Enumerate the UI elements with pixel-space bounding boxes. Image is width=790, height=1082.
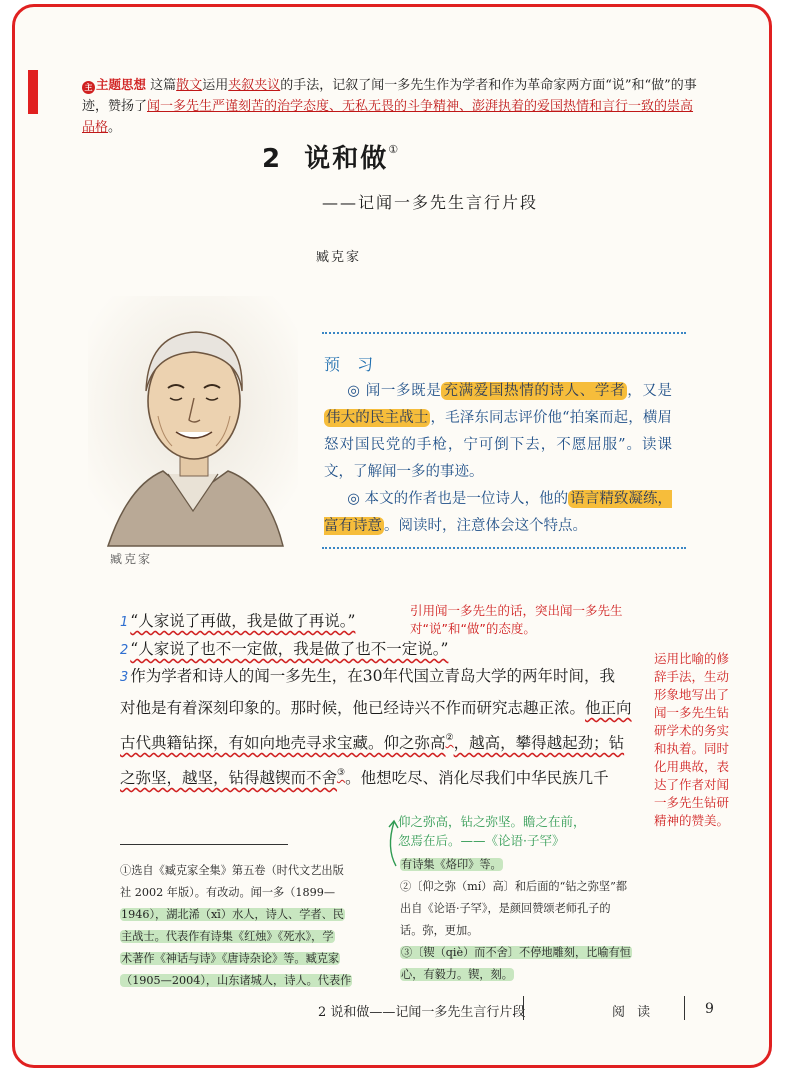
footnote-line (400, 964, 690, 986)
preview-bottom-rule (322, 547, 686, 549)
footnote-line (120, 948, 370, 970)
footnote-text: ①选自《臧克家全集》第五卷（时代文艺出版 (120, 864, 344, 877)
footnote-line (120, 926, 370, 948)
theme-keyword: 闻一多先生严谨刻苦的治学态度、无私无畏的斗争精神、澎湃执着的爱国热情和言行一致的崇高品格 (82, 99, 694, 135)
preview-paragraph-2 (324, 486, 672, 540)
preview-heading: 预 习 (324, 355, 380, 374)
annotation-line: 对“说”和“做”的态度。 (410, 621, 536, 636)
theme-keyword: 散文 (176, 78, 203, 93)
theme-text: 这篇 (150, 78, 177, 93)
annotation-metaphor (654, 650, 754, 830)
annotation-line: 辞手法，生动 (654, 669, 730, 684)
footnotes-right-column (400, 854, 690, 986)
page-number: 9 (705, 1001, 714, 1017)
author-portrait (88, 296, 298, 576)
footnote-highlight: 主战士。代表作有诗集《红烛》《死水》，学 (121, 930, 334, 943)
annotation-line: 精神的赞美。 (654, 813, 730, 828)
lesson-subtitle: ——记闻一多先生言行片段 (322, 193, 539, 212)
preview-highlight: 充满爱国热情的诗人、学者 (443, 383, 626, 399)
footer-section: 阅 读 (612, 1005, 655, 1020)
footnote-highlight: ③〔锲（qiè）而不舍〕不停地雕刻，比喻有恒 (401, 946, 631, 959)
theme-badge-icon: 主 (82, 81, 95, 94)
body-paragraph-2: 2 “人家说了也不一定做，我是做了也不一定说。” (120, 640, 449, 658)
annotation-line: 一多先生钻研 (654, 795, 730, 810)
annotation-line: 运用比喻的修 (654, 651, 730, 666)
preview-text-run: ◎ 闻一多既是 (347, 383, 442, 399)
footer-divider-2 (684, 996, 685, 1020)
footnote-text: 社 2002 年版）。有改动。闻一多（1899— (120, 886, 336, 899)
preview-text (324, 378, 672, 540)
p3-line-4: 之弥坚，越坚，钻得越锲而不舍③。他想吃尽、消化尽我们中华民族几千 (120, 768, 609, 787)
theme-text: 。 (108, 120, 122, 135)
p3-line-3: 古代典籍钻探，有如向地壳寻求宝藏。仰之弥高②，越高，攀得越起劲；钻 (120, 733, 625, 752)
preview-text-run: 。阅读时，注意体会这个特点。 (384, 518, 587, 534)
footnotes-left-column (120, 860, 370, 992)
preview-text-run: ，又是 (627, 383, 673, 399)
preview-text-run: ◎ 本文的作者也是一位诗人，他的 (347, 491, 569, 507)
footnote-highlight: 1946），湖北浠（xī）水人，诗人、学者、民 (121, 908, 344, 921)
annotation-line: 研学术的务实 (654, 723, 730, 738)
theme-text: 的手法，记叙了闻一多先生作为学者和作为革命家两方面“说”和“做”的事迹，赞扬了 (82, 78, 697, 114)
preview-paragraph-1 (324, 378, 672, 486)
annotation-line: 忽焉在后。——《论语·子罕》 (398, 833, 565, 848)
annotation-quote (410, 602, 660, 638)
body-paragraph-3 (120, 661, 660, 793)
annotation-line: 仰之弥高，钻之弥坚。瞻之在前， (398, 814, 586, 829)
theme-text: 运用 (202, 78, 229, 93)
footnote-line (120, 860, 370, 882)
footer-lesson-title: 2 说和做——记闻一多先生言行片段 (318, 1005, 526, 1020)
p3-line-1: 3 作为学者和诗人的闻一多先生，在30年代国立青岛大学的两年时间，我 (120, 667, 616, 685)
footnote-highlight: 有诗集《烙印》等。 (401, 858, 502, 871)
footer-divider-1 (523, 996, 524, 1020)
margin-red-bar (28, 70, 38, 114)
portrait-caption: 臧克家 (110, 552, 153, 566)
annotation-line: 引用闻一多先生的话，突出闻一多先生 (410, 603, 623, 618)
footnote-highlight: 术著作《神话与诗》《唐诗杂论》等。臧克家 (121, 952, 340, 965)
theme-summary (82, 74, 704, 138)
annotation-line: 和执着。同时 (654, 741, 730, 756)
footnote-line (120, 904, 370, 926)
footnote-line (400, 854, 690, 876)
footnote-line (120, 882, 370, 904)
annotation-analects (398, 812, 638, 850)
footnote-line (120, 970, 370, 992)
footnote-text: 话。弥，更加。 (400, 924, 479, 937)
footnote-line (400, 898, 690, 920)
theme-badge: 主 主题思想 (82, 74, 146, 95)
theme-keyword: 夹叙夹议 (228, 78, 281, 93)
lesson-author: 臧克家 (316, 250, 362, 265)
footnote-line (400, 942, 690, 964)
preview-highlight: 伟大的民主战士 (326, 410, 429, 426)
footnote-rule (120, 844, 288, 845)
annotation-line: 化用典故，表 (654, 759, 730, 774)
footnote-highlight: 心，有毅力。锲，刻。 (401, 968, 513, 981)
p3-line-2: 对他是有着深刻印象的。那时候，他已经诗兴不作而研究志趣正浓。他正向 (120, 699, 632, 717)
footnote-text: 出自《论语·子罕》，是颜回赞颂老师孔子的 (400, 902, 611, 915)
footnote-highlight: （1905—2004），山东诸城人，诗人。代表作 (121, 974, 352, 987)
annotation-arrow-icon (382, 818, 402, 868)
body-paragraph-1: 1 “人家说了再做，我是做了再说。” (120, 612, 356, 630)
footnote-line (400, 876, 690, 898)
footnote-line (400, 920, 690, 942)
annotation-line: 闻一多先生钻 (654, 705, 730, 720)
annotation-line: 达了作者对闻 (654, 777, 730, 792)
preview-text-run: ，毛泽东同志评价他“拍案而起，横眉怒对国民党的手枪，宁可倒下去，不愿屈服”。读课文，了解闻一多的事迹。 (324, 410, 672, 480)
lesson-title: 2 说和做① (262, 143, 399, 174)
footnote-text: ②〔仰之弥（mí）高〕和后面的“钻之弥坚”都 (400, 880, 628, 893)
preview-top-rule (322, 332, 686, 334)
preview-highlight: 语言精致凝练，富有诗意 (324, 491, 673, 534)
annotation-line: 形象地写出了 (654, 687, 730, 702)
